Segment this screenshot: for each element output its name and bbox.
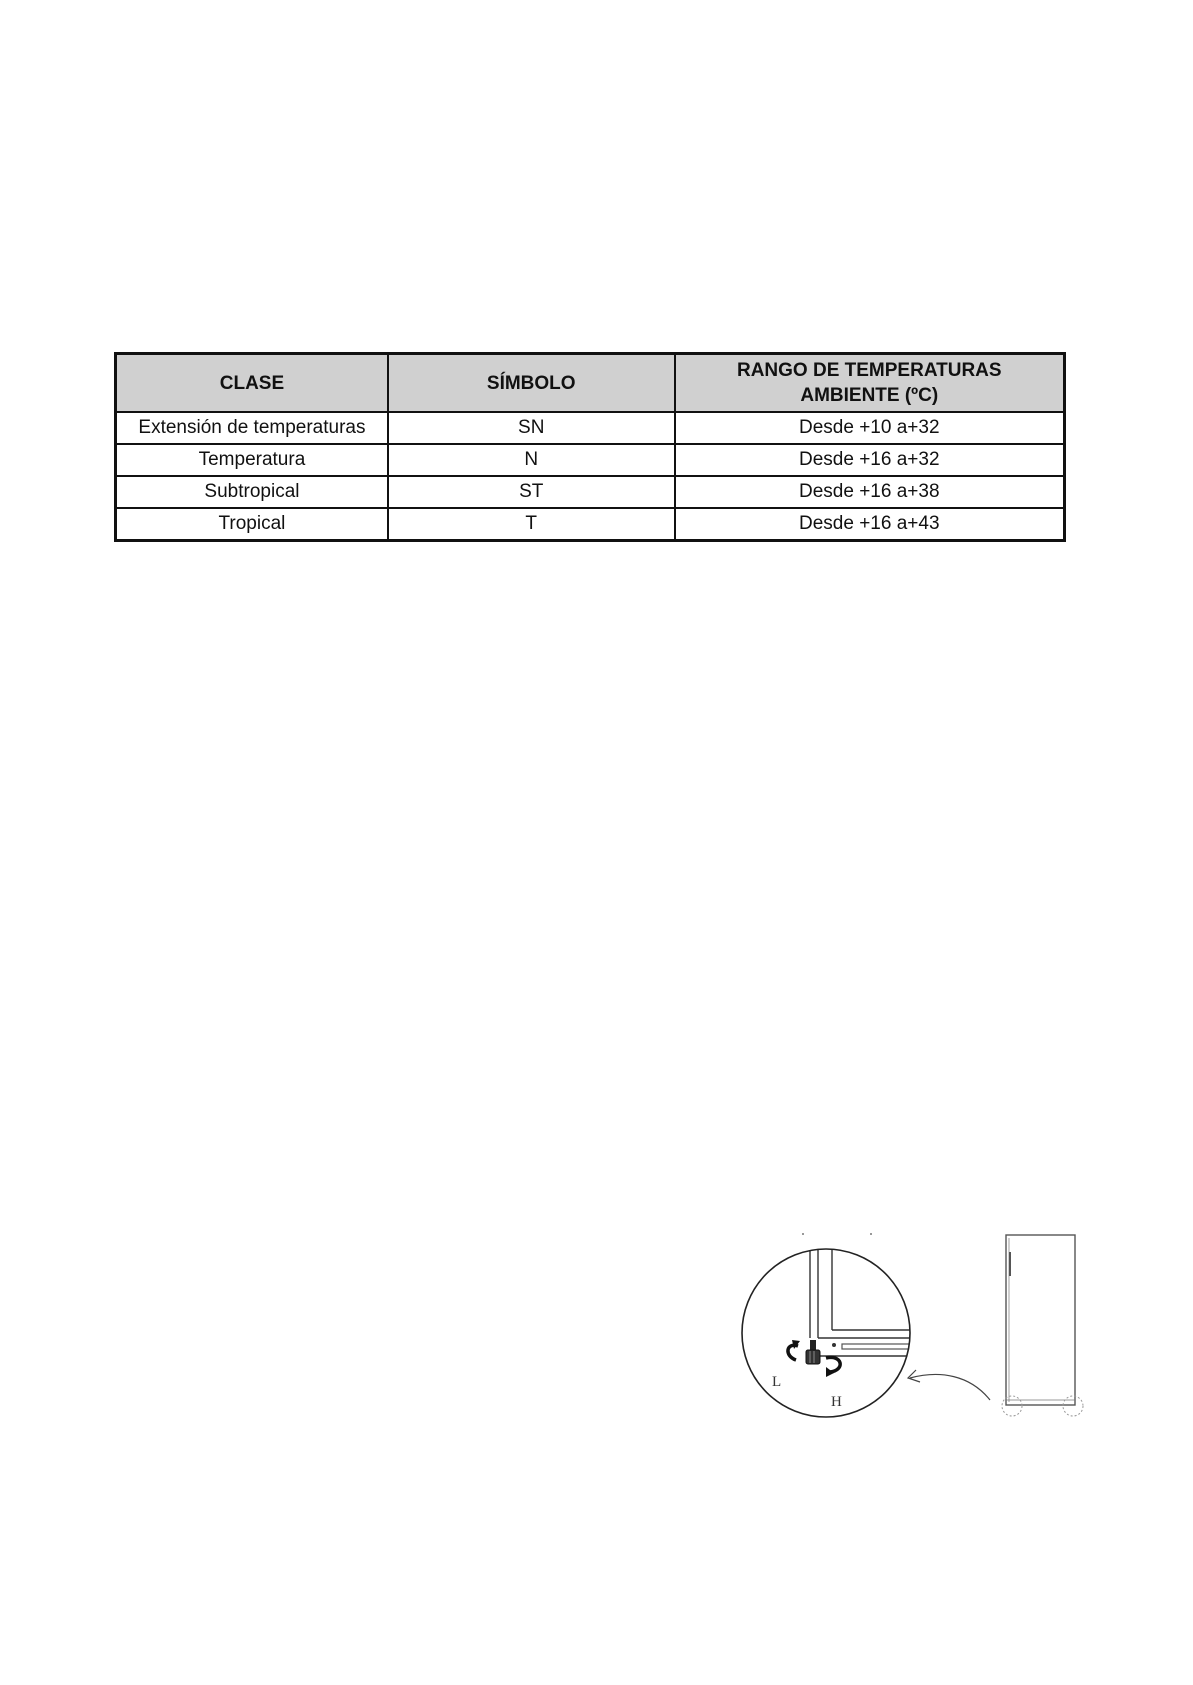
leveling-foot-diagram <box>730 1230 1100 1430</box>
cell-rango: Desde +16 a+32 <box>675 444 1065 476</box>
cell-rango: Desde +16 a+43 <box>675 508 1065 541</box>
label-low: L <box>772 1374 782 1390</box>
cell-clase: Temperatura <box>116 444 388 476</box>
header-rango <box>675 354 1065 413</box>
cell-clase: Tropical <box>116 508 388 541</box>
label-high: H <box>831 1394 842 1410</box>
rotate-left-arrow-icon <box>788 1345 798 1360</box>
header-clase: CLASE <box>116 354 388 413</box>
table-header-row <box>116 354 1065 413</box>
callout-arrow <box>910 1374 990 1400</box>
foot-knob <box>806 1350 820 1364</box>
header-simbolo: SÍMBOLO <box>388 354 675 413</box>
magnified-foot-detail <box>742 1230 930 1417</box>
refrigerator-outline-icon <box>1002 1235 1083 1416</box>
cell-rango: Desde +10 a+32 <box>675 412 1065 444</box>
foot-stem <box>810 1340 816 1350</box>
climate-class-table <box>114 352 1066 542</box>
table-row <box>116 412 1065 444</box>
cell-rango: Desde +16 a+38 <box>675 476 1065 508</box>
table-row <box>116 508 1065 541</box>
cell-simbolo: T <box>388 508 675 541</box>
cell-simbolo: N <box>388 444 675 476</box>
cell-simbolo: SN <box>388 412 675 444</box>
header-rango-line2: AMBIENTE (ºC) <box>800 385 939 406</box>
cell-clase: Subtropical <box>116 476 388 508</box>
header-rango-line1: RANGO DE TEMPERATURAS <box>736 360 1002 381</box>
cell-simbolo: ST <box>388 476 675 508</box>
cell-clase: Extensión de temperaturas <box>116 412 388 444</box>
table-row <box>116 476 1065 508</box>
table-row <box>116 444 1065 476</box>
